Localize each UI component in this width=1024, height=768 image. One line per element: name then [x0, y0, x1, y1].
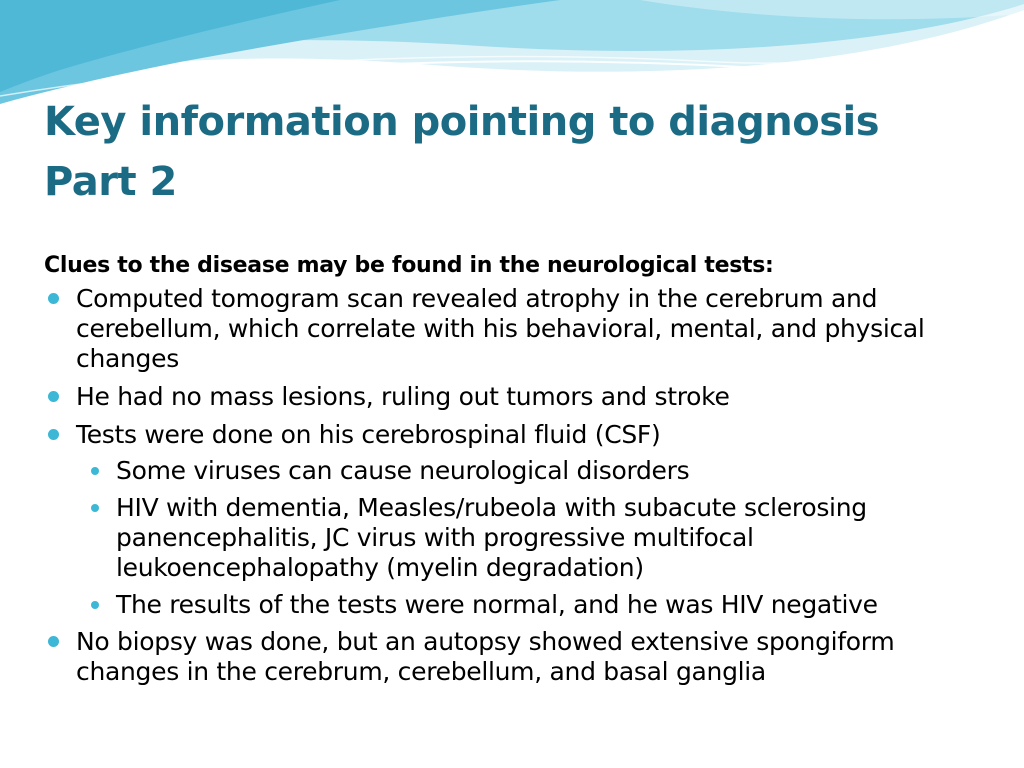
sub-bullet-text: Some viruses can cause neurological disorders [116, 456, 690, 485]
sub-bullet-text: HIV with dementia, Measles/rubeola with subacute sclerosing panencephalitis, JC virus with progressive multifocal leukoencephalopathy (myelin degradation) [116, 493, 867, 582]
title-line-2: Part 2 [44, 159, 177, 205]
slide-title [44, 92, 994, 212]
sub-bullet-dot-icon [91, 504, 99, 512]
bullet-dot-icon [48, 429, 59, 440]
bullet-list [44, 284, 1004, 687]
sub-bullet-text: The results of the tests were normal, and he was HIV negative [116, 590, 878, 619]
sub-bullet-item [44, 456, 1004, 486]
sub-bullet-item [44, 590, 1004, 620]
bullet-text: No biopsy was done, but an autopsy showed extensive spongiform changes in the cerebrum, cerebellum, and basal ganglia [76, 627, 895, 686]
bullet-dot-icon [48, 391, 59, 402]
bullet-dot-icon [48, 293, 59, 304]
sub-bullet-item [44, 493, 1004, 583]
sub-bullet-dot-icon [91, 467, 99, 475]
bullet-item [44, 420, 1004, 620]
bullet-item [44, 627, 1004, 687]
bullet-item [44, 382, 1004, 412]
bullet-text: Computed tomogram scan revealed atrophy in the cerebrum and cerebellum, which correlate with his behavioral, mental, and physical changes [76, 284, 925, 373]
title-line-1: Key information pointing to diagnosis [44, 99, 880, 145]
bullet-dot-icon [48, 636, 59, 647]
sub-bullet-dot-icon [91, 601, 99, 609]
slide-body [44, 250, 1004, 695]
bullet-text: He had no mass lesions, ruling out tumors and stroke [76, 382, 730, 411]
bullet-item [44, 284, 1004, 374]
bullet-text: Tests were done on his cerebrospinal fluid (CSF) [76, 420, 661, 449]
intro-text: Clues to the disease may be found in the neurological tests: [44, 253, 774, 278]
sub-bullet-list [76, 456, 1004, 620]
